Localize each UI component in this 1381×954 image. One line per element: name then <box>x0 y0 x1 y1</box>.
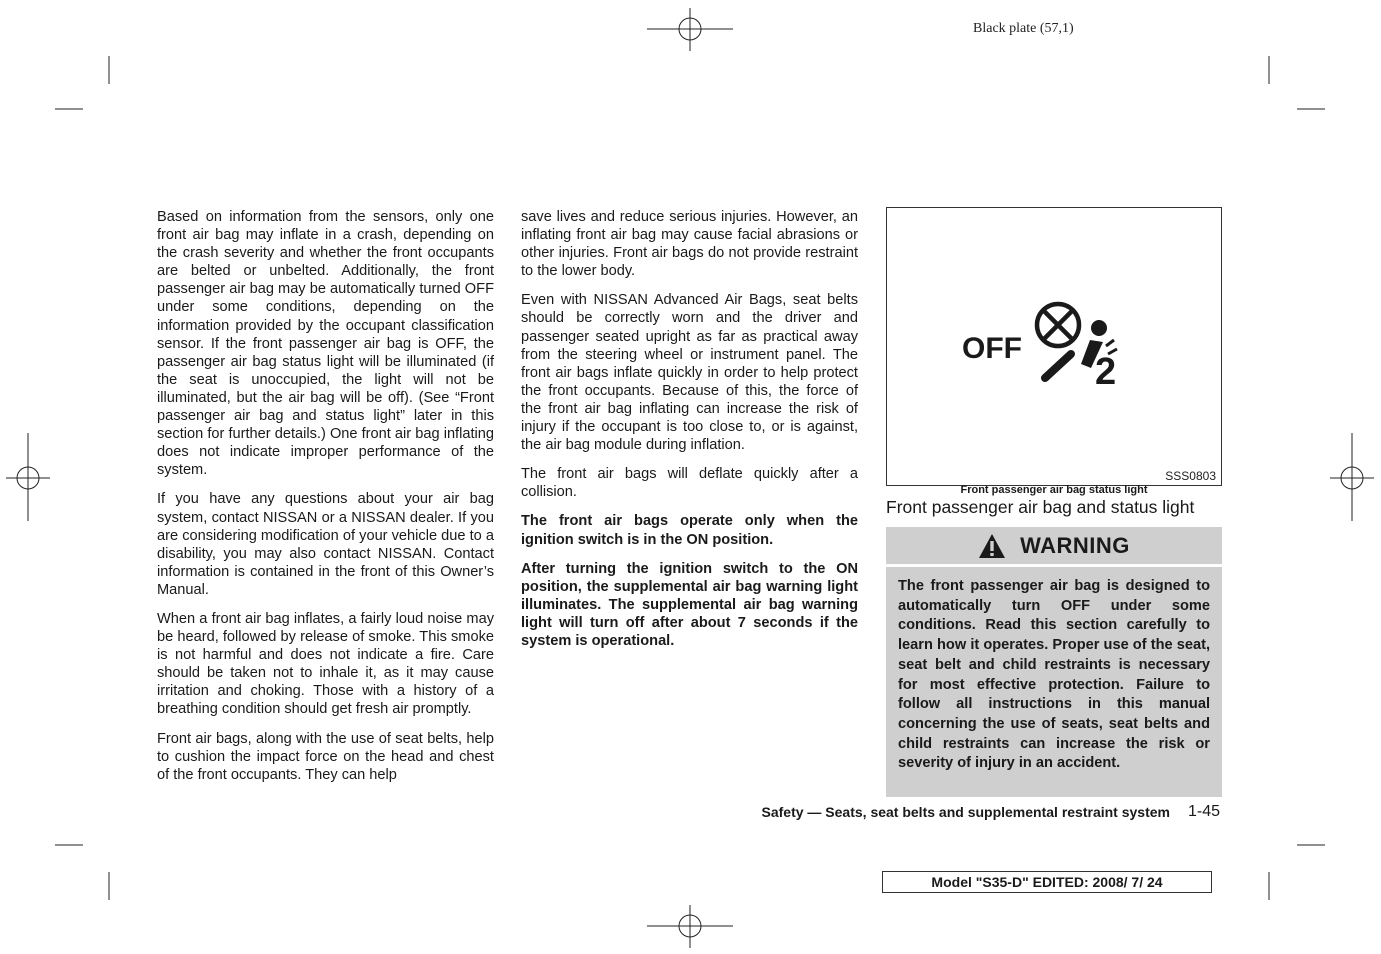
body-column-1 <box>157 208 494 795</box>
page-number: 1-45 <box>1188 803 1221 820</box>
warning-title: WARNING <box>1020 532 1130 558</box>
figure-box <box>886 207 1222 486</box>
paragraph: save lives and reduce serious injuries. However, an inflating front air bag may cause facial abrasions or other injuries. Front air bags do not provide restraint to the lower body. <box>521 209 858 280</box>
section-heading: Front passenger air bag and status light <box>886 497 1195 517</box>
off-label: OFF <box>962 332 1022 365</box>
bold-paragraph: After turning the ignition switch to the ON position, the supplemental air bag warning light illuminates. The supplemental air bag warning light will turn off after about 7 seconds if the system is operational. <box>521 560 858 649</box>
paragraph: If you have any questions about your air bag system, contact NISSAN or a NISSAN dealer. If you are considering modification of your vehicle due to a disability, you may also contact NISSAN. Contact information is contained in the front of this Owner’s Manual. <box>157 491 494 598</box>
warning-text: The front passenger air bag is designed to automatically turn OFF under some conditions. Read this section carefully to learn how it operates. Proper use of the seat, seat belt and child restraints is necessary for most effective protection. Failure to follow all instructions in this manual concerning the use of seats, seat belts and child restraints can increase the risk or severity of injury in an accident. <box>886 567 1222 797</box>
plate-label: Black plate (57,1) <box>973 21 1074 36</box>
paragraph: The front air bags will deflate quickly after a collision. <box>521 466 858 501</box>
model-edit-stamp: Model "S35-D" EDITED: 2008/ 7/ 24 <box>882 871 1212 893</box>
figure-caption: Front passenger air bag status light <box>960 484 1148 496</box>
paragraph: When a front air bag inflates, a fairly loud noise may be heard, followed by release of smoke. This smoke is not harmful and does not indicate a fire. Care should be taken not to inhale it, as it may cause irritation and choking. Those with a history of a breathing condition should get fresh air promptly. <box>157 610 494 718</box>
paragraph: Even with NISSAN Advanced Air Bags, seat belts should be correctly worn and the driver and passenger seated upright as far as practical away from the steering wheel or instrument panel. The front air bags inflate quickly in order to help protect the front occupants. Because of this, the force of the front air bag inflating can increase the risk of injury if the occupant is too close to, or is against, the air bag module during inflation. <box>521 292 858 454</box>
bold-paragraph: The front air bags operate only when the ignition switch is in the ON position. <box>521 513 858 548</box>
body-column-2 <box>521 208 858 661</box>
warning-triangle-icon <box>978 533 1006 559</box>
seat-number: 2 <box>1095 351 1117 393</box>
paragraph: Front air bags, along with the use of seat belts, help to cushion the impact force on the head and chest of the front occupants. They can help <box>157 730 494 783</box>
warning-header <box>886 527 1222 564</box>
figure-code: SSS0803 <box>1165 469 1216 483</box>
paragraph: Based on information from the sensors, only one front air bag may inflate in a crash, depending on the crash severity and whether the front occupants are belted or unbelted. Additionally, the front passenger air bag may be automatically turned OFF under some conditions, depending on the information provided by the occupant classification sensor. If the front passenger air bag is OFF, the passenger air bag status light will be illuminated (if the seat is unoccupied, the light will not be illuminated, but the air bag will be off). (See “Front passenger air bag and status light” later in this section for further details.) One front air bag inflating does not indicate improper performance of the system. <box>157 209 494 479</box>
footer-section-title: Safety — Seats, seat belts and supplemental restraint system <box>761 804 1170 820</box>
passenger-airbag-off-icon <box>887 208 1221 485</box>
